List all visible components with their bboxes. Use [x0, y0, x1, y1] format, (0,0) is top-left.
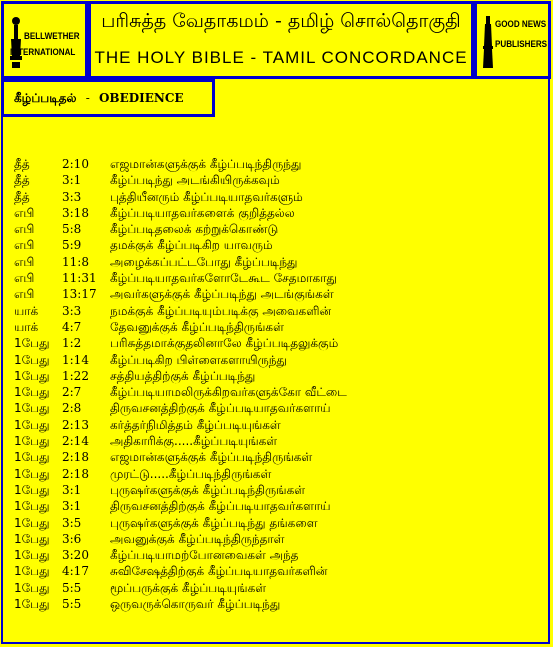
logo-left-line1: BELLWETHER: [24, 31, 80, 42]
verse-text: புருஷர்களுக்குக் கீழ்ப்படிந்து தங்களை: [110, 515, 318, 530]
verse-ref: 2:14: [62, 434, 89, 449]
title-box: [88, 1, 474, 79]
verse-text: எஜமான்களுக்குக் கீழ்ப்படிந்திருந்து: [110, 157, 302, 171]
book-abbrev: 1பேது: [14, 499, 50, 514]
section-english: OBEDIENCE: [98, 91, 184, 105]
book-abbrev: எபி: [14, 205, 35, 220]
verse-text: தமக்குக் கீழ்ப்படிகிற யாவரும்: [110, 238, 273, 253]
verse-ref: 3:18: [62, 205, 89, 220]
book-abbrev: தீத்: [14, 189, 30, 204]
book-abbrev: எபி: [14, 271, 35, 286]
verse-text: அதிகாரிக்கு.....கீழ்ப்படியுங்கள்: [110, 434, 278, 449]
verse-ref: 5:9: [62, 238, 82, 253]
verse-text: அழைக்கப்பட்டபோது கீழ்ப்படிந்து: [110, 254, 298, 269]
verse-text: திருவசனத்திற்குக் கீழ்ப்படியாதவர்களாய்: [110, 499, 331, 514]
bellwether-logo-box: [1, 1, 88, 79]
verse-text: தேவனுக்குக் கீழ்ப்படிந்திருங்கள்: [110, 319, 284, 334]
book-abbrev: 1பேது: [14, 580, 50, 595]
verse-text: கீழ்ப்படியாதவர்களோடேகூட சேதமாகாது: [110, 271, 337, 286]
verse-ref: 3:5: [62, 515, 82, 530]
verse-ref: 2:8: [62, 401, 82, 416]
verse-text: திருவசனத்திற்குக் கீழ்ப்படியாதவர்களாய்: [110, 401, 331, 416]
verse-text: புத்தியீனரும் கீழ்ப்படியாதவர்களும்: [110, 189, 303, 204]
verse-text: கீழ்ப்படியாமற்போனவைகள் அந்த: [110, 548, 299, 563]
verse-ref: 1:2: [62, 336, 82, 351]
book-abbrev: 1பேது: [14, 564, 50, 579]
verse-text: எஜமான்களுக்குக் கீழ்ப்படிந்திருங்கள்: [110, 450, 313, 465]
verse-ref: 3:3: [62, 303, 82, 318]
book-abbrev: 1பேது: [14, 336, 50, 351]
verse-ref: 3:1: [62, 499, 82, 514]
bell-figure-icon: [10, 16, 22, 70]
verse-ref: 3:20: [62, 548, 89, 563]
verse-text: சுவிசேஷத்திற்குக் கீழ்ப்படியாதவர்களின்: [110, 564, 328, 579]
verse-text: முரட்டு.....கீழ்ப்படிந்திருங்கள்: [110, 466, 272, 481]
verse-ref: 4:7: [62, 319, 82, 334]
verse-ref: 4:17: [62, 564, 89, 579]
verse-text: கர்த்தர்நிமித்தம் கீழ்ப்படியுங்கள்: [110, 417, 281, 432]
bellwether-logo: [10, 12, 81, 74]
verse-ref: 11:8: [62, 254, 89, 269]
verse-ref: 3:1: [62, 482, 82, 497]
verse-ref: 13:17: [62, 287, 97, 302]
verse-text: கீழ்ப்படிதலைக் கற்றுக்கொண்டு: [110, 222, 279, 237]
verse-ref: 1:22: [62, 368, 89, 383]
verse-ref: 3:1: [62, 173, 82, 188]
logo-left-line2: INTERNATIONAL: [10, 47, 76, 58]
goodnews-logo-box: [474, 1, 551, 79]
book-abbrev: 1பேது: [14, 385, 50, 400]
verse-text: கீழ்ப்படிந்து அடங்கியிருக்கவும்: [110, 173, 280, 188]
book-abbrev: 1பேது: [14, 450, 50, 465]
book-abbrev: யாக்: [14, 319, 39, 334]
verse-ref: 2:18: [62, 466, 89, 481]
verse-ref: 1:14: [62, 352, 89, 367]
book-abbrev: 1பேது: [14, 352, 50, 367]
verse-text: பரிசுத்தமாக்குதலினாலே கீழ்ப்படிதலுக்கும்: [110, 336, 339, 351]
verse-text: மூப்பருக்குக் கீழ்ப்படியுங்கள்: [110, 580, 267, 595]
section-heading-box: [1, 79, 215, 117]
book-abbrev: எபி: [14, 222, 35, 237]
verse-text: சத்தியத்திற்குக் கீழ்ப்படிந்து: [110, 368, 256, 383]
section-tamil: கீழ்ப்படிதல்: [14, 91, 77, 105]
section-separator: -: [85, 91, 90, 105]
tower-figure-icon: [483, 16, 493, 70]
verse-ref: 2:13: [62, 417, 89, 432]
book-abbrev: 1பேது: [14, 482, 50, 497]
verse-ref: 3:3: [62, 189, 82, 204]
verse-ref: 5:8: [62, 222, 82, 237]
verse-text: அவனுக்குக் கீழ்ப்படிந்திருந்தாள்: [110, 531, 285, 546]
book-abbrev: 1பேது: [14, 434, 50, 449]
english-title: THE HOLY BIBLE - TAMIL CONCORDANCE: [94, 48, 468, 67]
verse-ref: 5:5: [62, 580, 82, 595]
book-abbrev: எபி: [14, 238, 35, 253]
book-abbrev: 1பேது: [14, 597, 50, 612]
book-abbrev: எபி: [14, 254, 35, 269]
book-abbrev: 1பேது: [14, 548, 50, 563]
goodnews-logo: [483, 12, 548, 74]
book-abbrev: 1பேது: [14, 368, 50, 383]
verse-ref: 2:7: [62, 385, 82, 400]
verse-ref: 2:10: [62, 157, 89, 171]
book-abbrev: தீத்: [14, 173, 30, 188]
book-abbrev: தீத்: [14, 157, 30, 171]
section-heading: [14, 91, 184, 107]
book-abbrev: 1பேது: [14, 417, 50, 432]
verse-text: ஒருவருக்கொருவர் கீழ்ப்படிந்து: [110, 597, 281, 612]
verse-text: நமக்குக் கீழ்ப்படியும்படிக்கு அவைகளின்: [110, 303, 332, 318]
verse-ref: 2:18: [62, 450, 89, 465]
tamil-title: பரிசுத்த வேதாகமம் - தமிழ் சொல்தொகுதி: [101, 10, 461, 32]
book-abbrev: 1பேது: [14, 466, 50, 481]
book-abbrev: யாக்: [14, 303, 39, 318]
verse-ref: 11:31: [62, 271, 97, 286]
verse-ref: 5:5: [62, 597, 82, 612]
verse-text: கீழ்ப்படியாதவர்களைக் குறித்தல்ல: [110, 205, 295, 220]
verse-text: புருஷர்களுக்குக் கீழ்ப்படிந்திருங்கள்: [110, 482, 306, 497]
book-abbrev: எபி: [14, 287, 35, 302]
verse-text: கீழ்ப்படியாமலிருக்கிறவர்களுக்கோ வீட்டை: [110, 385, 347, 400]
verse-ref: 3:6: [62, 531, 82, 546]
logo-right-line1: GOOD NEWS: [495, 19, 547, 30]
verse-text: அவர்களுக்குக் கீழ்ப்படிந்து அடங்குங்கள்: [110, 287, 334, 302]
book-abbrev: 1பேது: [14, 531, 50, 546]
book-abbrev: 1பேது: [14, 515, 50, 530]
verse-text: கீழ்ப்படிகிற பிள்ளைகளாயிருந்து: [110, 352, 287, 367]
logo-right-line2: PUBLISHERS: [495, 39, 548, 50]
book-abbrev: 1பேது: [14, 401, 50, 416]
